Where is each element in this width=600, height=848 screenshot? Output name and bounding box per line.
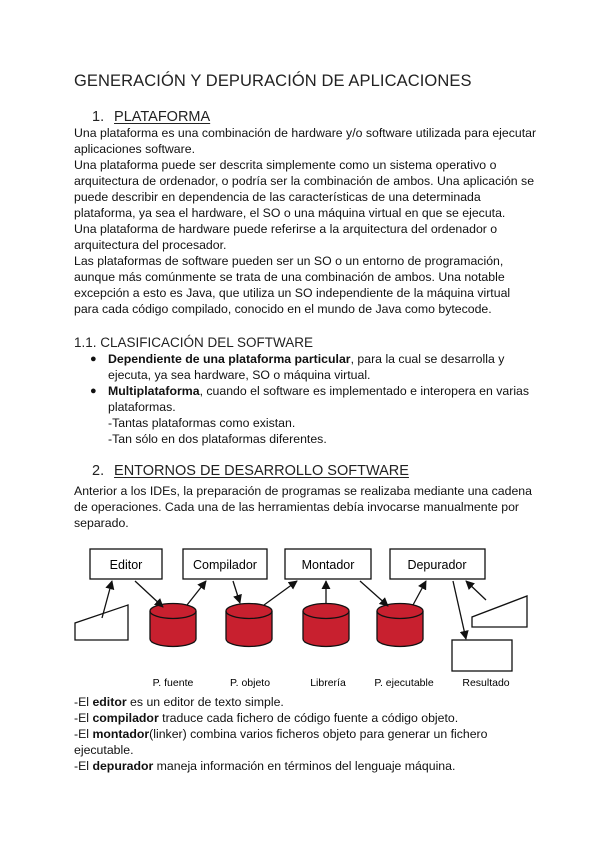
cylinder-label: Librería xyxy=(310,677,346,689)
debugger-box xyxy=(390,549,485,579)
definition-item xyxy=(74,743,488,759)
definition-term: compilador xyxy=(92,710,159,725)
paragraph-line: Las plataformas de software pueden ser un SO o un entorno de programación, xyxy=(74,254,504,268)
cylinder-library xyxy=(303,604,349,647)
debugger-label: Depurador xyxy=(407,558,467,572)
section-1-1-heading: 1.1. CLASIFICACIÓN DEL SOFTWARE xyxy=(74,335,314,350)
linker-label: Montador xyxy=(301,558,355,572)
paragraph-line: Anterior a los IDEs, la preparación de programas se realizaba mediante una cadena xyxy=(74,484,532,498)
bullet-line: ejecuta, ya sea hardware, SO o máquina virtual. xyxy=(108,367,371,382)
definition-item xyxy=(74,711,488,727)
compiler-label: Compilador xyxy=(193,558,257,572)
paragraph-line: aplicaciones software. xyxy=(74,141,195,156)
definition-term: editor xyxy=(92,695,127,709)
bullet-line: -Tantas plataformas como existan. xyxy=(108,415,296,430)
definition-prefix: -El xyxy=(74,758,93,773)
result-box xyxy=(452,640,512,671)
definition-term: montador xyxy=(92,726,150,741)
paragraph-line: para cada código compilado, conocido en el mundo de Java como bytecode. xyxy=(74,301,492,316)
section-1-heading xyxy=(92,109,210,125)
bullet-line: plataformas. xyxy=(108,399,176,414)
definition-item xyxy=(74,759,488,775)
definition-text: ejecutable. xyxy=(74,742,134,757)
paragraph-line: Una plataforma es una combinación de hardware y/o software utilizada para ejecutar xyxy=(74,126,537,140)
cylinder-executable xyxy=(377,604,423,647)
paragraph-line: puede describir en dependencia de las características de una determinada xyxy=(74,189,481,204)
definition-text: maneja información en términos del lenguaje máquina. xyxy=(153,758,456,773)
editor-label: Editor xyxy=(109,558,143,572)
bullet-item-1 xyxy=(90,352,520,384)
section-2-heading xyxy=(92,463,409,479)
bullet-line xyxy=(108,384,529,400)
paragraph-line: Una plataforma puede ser descrita simplemente como un sistema operativo o xyxy=(74,158,497,172)
cylinder-label: P. ejecutable xyxy=(374,677,434,689)
bullet-icon: ● xyxy=(90,353,97,365)
editor-box xyxy=(90,549,162,579)
toolchain-diagram xyxy=(70,540,530,700)
paragraph-line: de operaciones. Cada una de las herramientas debía invocarse manualmente por xyxy=(74,499,520,514)
section-2-paragraph xyxy=(74,484,532,532)
definition-item xyxy=(74,727,488,743)
paragraph-line: separado. xyxy=(74,515,129,530)
cylinder-source xyxy=(150,604,196,647)
cylinder-label: P. objeto xyxy=(229,677,271,689)
section-1-paragraph-2 xyxy=(74,158,534,222)
definition-text: (linker) combina varios ficheros objeto para generar un fichero xyxy=(149,726,488,741)
bullet-icon: ● xyxy=(90,385,97,397)
definition-prefix: -El xyxy=(74,710,93,725)
definition-text: es un editor de texto simple. xyxy=(126,695,284,709)
bullet-text: , cuando el software es implementado e interopera en varias xyxy=(199,384,530,398)
definition-item xyxy=(74,695,488,711)
editor-input-shape xyxy=(75,605,128,640)
section-1-paragraph-3 xyxy=(74,222,497,254)
bullet-item-2 xyxy=(90,384,530,448)
section-1-number: 1. xyxy=(92,109,105,125)
paragraph-line: aunque más comúnmente se trata de una combinación de ambos. Una notable xyxy=(74,269,505,284)
compiler-box xyxy=(183,549,267,579)
page-title: GENERACIÓN Y DEPURACIÓN DE APLICACIONES xyxy=(74,72,472,90)
section-1-paragraph-1 xyxy=(74,126,536,158)
section-1-title: PLATAFORMA xyxy=(114,109,211,125)
paragraph-line: arquitectura del procesador. xyxy=(74,237,227,252)
cylinder-object xyxy=(226,604,272,647)
bullet-line: -Tan sólo en dos plataformas diferentes. xyxy=(108,431,327,446)
definitions-list xyxy=(74,695,488,775)
debugger-input-shape xyxy=(472,596,527,627)
paragraph-line: plataforma, ya sea el hardware, el SO o una máquina virtual en que se ejecuta. xyxy=(74,205,506,220)
definition-term: depurador xyxy=(92,758,154,773)
paragraph-line: excepción a esto es Java, que utiliza un SO independiente de la máquina virtual xyxy=(74,285,511,300)
paragraph-line: Una plataforma de hardware puede referirse a la arquitectura del ordenador o xyxy=(74,222,498,236)
definition-prefix: -El xyxy=(74,695,93,709)
result-label: Resultado xyxy=(462,677,510,689)
section-2-number: 2. xyxy=(92,463,105,479)
linker-box xyxy=(285,549,371,579)
section-2-title: ENTORNOS DE DESARROLLO SOFTWARE xyxy=(114,463,409,479)
bullet-text: , para la cual se desarrolla y xyxy=(350,352,505,366)
cylinder-label: P. fuente xyxy=(152,677,194,689)
bullet-line xyxy=(108,352,504,368)
bullet-bold-term: Dependiente de una plataforma particular xyxy=(108,352,351,366)
bullet-bold-term: Multiplataforma xyxy=(108,384,200,398)
paragraph-line: arquitectura de ordenador, o podría ser la combinación de ambos. Una aplicación se xyxy=(74,173,535,188)
section-1-paragraph-4 xyxy=(74,254,510,318)
definition-text: traduce cada fichero de código fuente a código objeto. xyxy=(158,710,459,725)
definition-prefix: -El xyxy=(74,726,93,741)
